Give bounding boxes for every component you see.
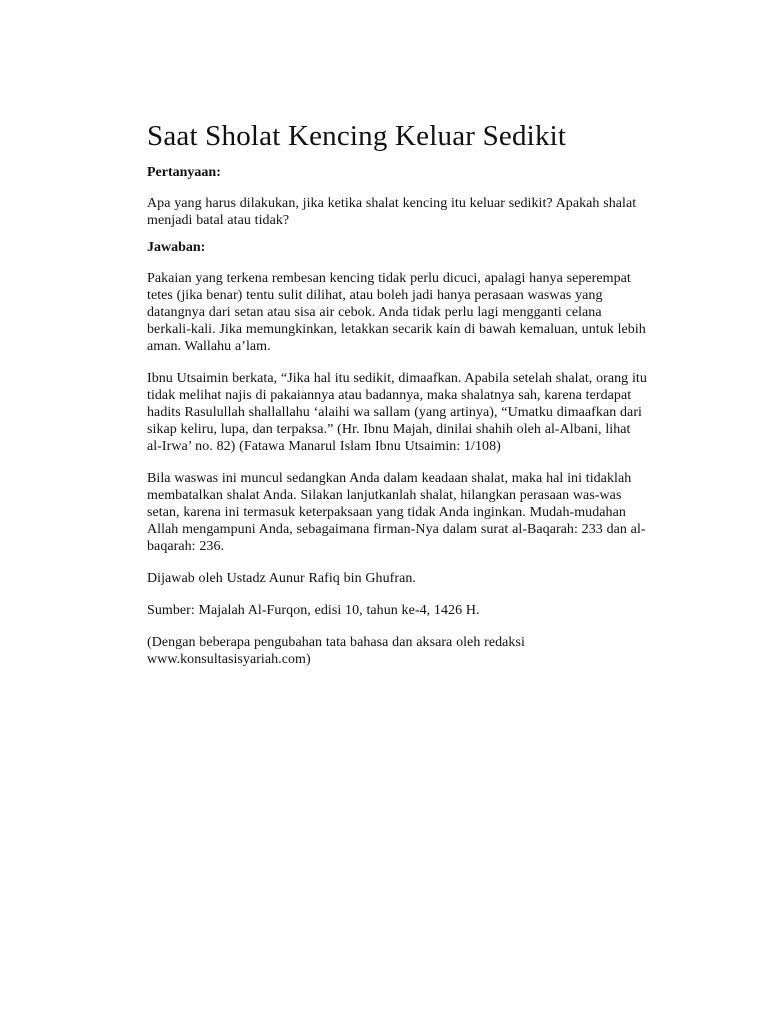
answered-by: Dijawab oleh Ustadz Aunur Rafiq bin Ghufran. <box>147 571 416 586</box>
answer-paragraph-3: Bila waswas ini muncul sedangkan Anda dalam keadaan shalat, maka hal ini tidaklah membatalkan shalat Anda. Silakan lanjutkanlah shalat, hilangkan perasaan was-was setan, karena ini termasuk keterpaksaan yang tidak Anda inginkan. Mudah-mudahan Allah mengampuni Anda, sebagaimana firman-Nya dalam surat al-Baqarah: 233 dan al-baqarah: 236. <box>147 471 646 554</box>
article-body <box>147 118 647 668</box>
answer-paragraph-1: Pakaian yang terkena rembesan kencing tidak perlu dicuci, apalagi hanya seperempat tetes (jika benar) tentu sulit dilihat, atau boleh jadi hanya perasaan waswas yang datangnya dari setan atau sisa air cebok. Anda tidak perlu lagi mengganti celana berkali-kali. Jika memungkinkan, letakkan secarik kain di bawah kemaluan, untuk lebih aman. Wallahu a’lam. <box>147 271 646 354</box>
question-text: Apa yang harus dilakukan, jika ketika shalat kencing itu keluar sedikit? Apakah shalat menjadi batal atau tidak? <box>147 196 637 228</box>
answer-paragraph-2: Ibnu Utsaimin berkata, “Jika hal itu sedikit, dimaafkan. Apabila setelah shalat, orang itu tidak melihat najis di pakaiannya atau badannya, maka shalatnya sah, karena terdapat hadits Rasulullah shallallahu ‘alaihi wa sallam (yang artinya), “Umatku dimaafkan dari sikap keliru, lupa, dan terpaksa.” (Hr. Ibnu Majah, dinilai shahih oleh al-Albani, lihat al-Irwa’ no. 82) (Fatawa Manarul Islam Ibnu Utsaimin: 1/108) <box>147 371 647 454</box>
answer-label: Jawaban: <box>147 240 206 255</box>
source-line: Sumber: Majalah Al-Furqon, edisi 10, tahun ke-4, 1426 H. <box>147 603 480 618</box>
question-label: Pertanyaan: <box>147 165 221 180</box>
article-title: Saat Sholat Kencing Keluar Sedikit <box>147 120 567 152</box>
editor-note: (Dengan beberapa pengubahan tata bahasa dan aksara oleh redaksi www.konsultasisyariah.com) <box>147 635 525 667</box>
